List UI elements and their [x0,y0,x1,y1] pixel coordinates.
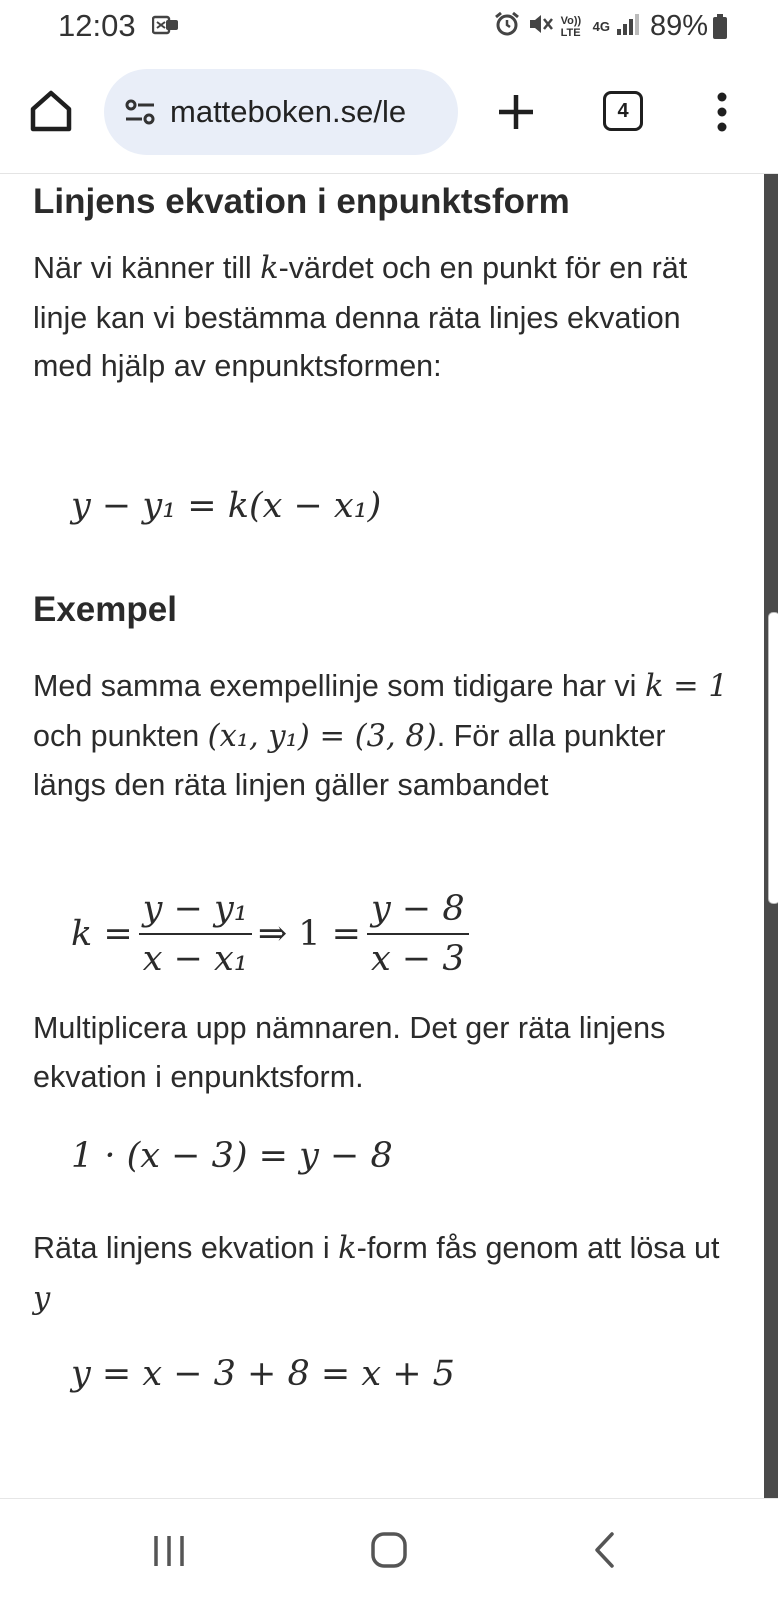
mute-icon [527,10,555,43]
signal-icon [616,11,640,42]
back-icon [592,1531,616,1569]
alarm-icon [493,10,521,43]
system-navigation-bar [0,1498,778,1601]
fraction-2-denominator: x − 3 [371,939,465,979]
intro-paragraph: När vi känner till k-värdet och en punkt för en rät linje kan vi bestämma denna räta linjes ekvation med hjälp av enpunktsformen: [33,251,688,383]
example-heading: Exempel [33,590,177,629]
browser-toolbar [0,66,778,158]
notification-icon [152,14,180,43]
system-home-icon [370,1531,408,1569]
example-paragraph: Med samma exempellinje som tidigare har vi k = 1 och punkten (x₁, y₁) = (3, 8). För alla punkter längs den räta linjen gäller sambandet [33,669,728,802]
kform-paragraph: Räta linjens ekvation i k-form fås genom att lösa ut y [33,1231,720,1316]
section-heading: Linjens ekvation i enpunktsform [33,182,570,221]
fraction-2-numerator: y − 8 [367,889,469,935]
network-type: 4G [592,19,610,34]
point-slope-formula: y − y₁ = k(x − x₁) [71,486,382,526]
step-equation: 1 · (x − 3) = y − 8 [71,1136,393,1176]
battery-icon [712,14,728,45]
volte-icon: Vo)) LTE [560,14,582,39]
home-button[interactable] [28,88,74,134]
math-k: k [260,251,279,286]
battery-percent: 89% [649,10,708,42]
more-vert-icon [715,92,729,132]
math-k-2: k [338,1231,357,1266]
plus-icon [494,90,538,134]
scrollbar-thumb[interactable] [768,612,778,904]
system-home-button[interactable] [370,1531,408,1574]
frac-mid: ⇒ 1 = [257,914,361,954]
site-settings-icon[interactable] [122,94,158,130]
status-bar [0,0,778,54]
tab-switcher-button[interactable]: 4 [603,91,643,131]
math-point: (x₁, y₁) = (3, 8) [207,718,437,754]
fraction-2 [367,889,469,979]
math-y: y [33,1280,51,1316]
address-bar[interactable] [104,69,458,155]
recents-button[interactable] [152,1533,186,1574]
status-time: 12:03 [58,8,136,43]
math-k-value: k = 1 [644,669,728,704]
overflow-menu-button[interactable] [715,92,729,132]
url-text[interactable]: matteboken.se/le [170,94,407,129]
fraction-1 [139,889,252,979]
new-tab-button[interactable] [494,90,538,134]
step-paragraph: Multiplicera upp nämnaren. Det ger räta linjens ekvation i enpunktsform. [33,1011,666,1094]
back-button[interactable] [592,1531,616,1574]
status-icons [493,10,708,43]
frac-lhs: k = [71,914,133,954]
fraction-equation [71,889,475,979]
recents-icon [152,1533,186,1569]
fraction-1-denominator: x − x₁ [142,939,248,979]
final-equation: y = x − 3 + 8 = x + 5 [71,1354,455,1394]
home-icon [28,88,74,134]
toolbar-divider [0,173,778,174]
fraction-1-numerator: y − y₁ [139,889,252,935]
